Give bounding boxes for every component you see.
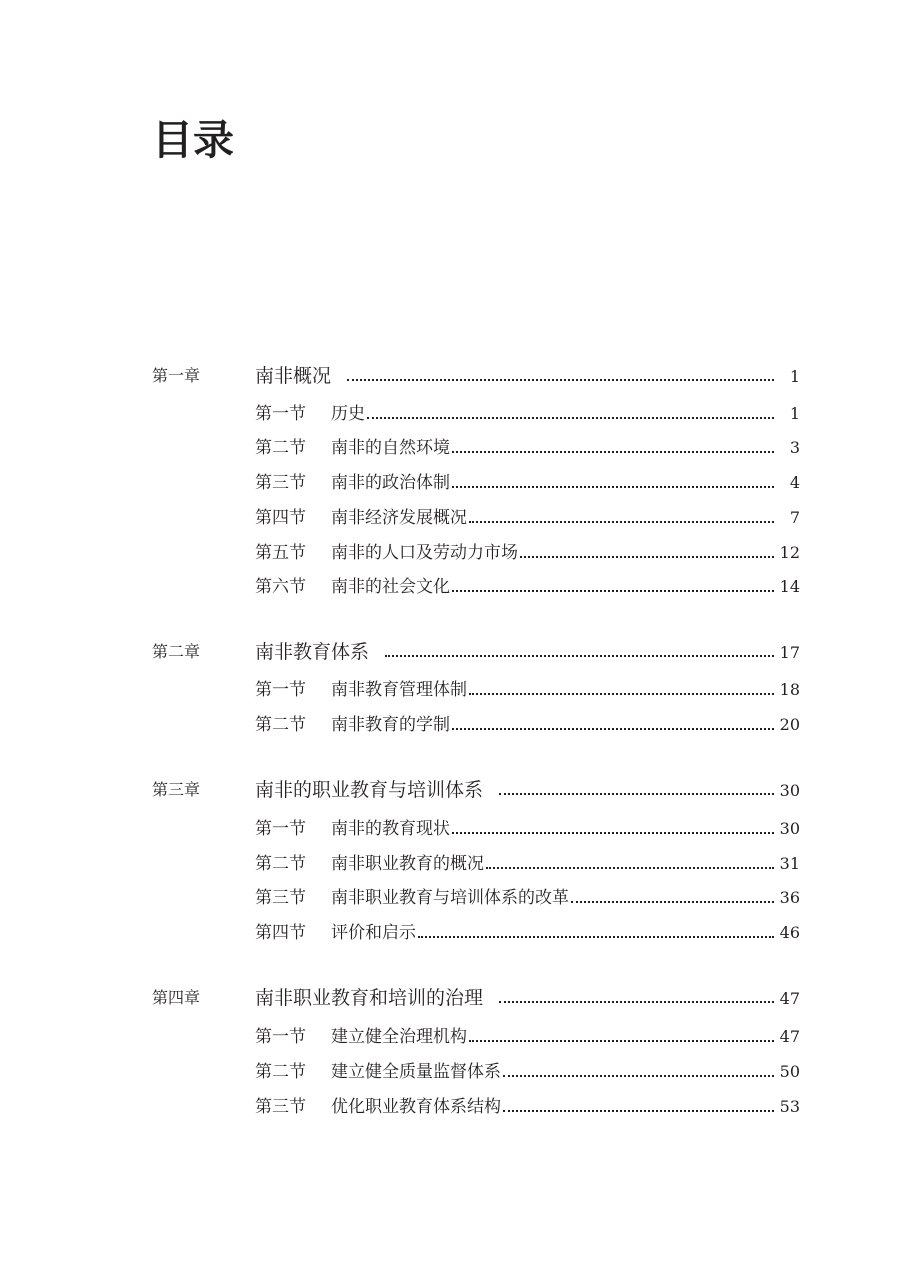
section-entry[interactable] (0, 710, 900, 740)
section-label: 第三节 (255, 888, 306, 908)
section-entry[interactable] (0, 572, 900, 602)
page-number: 30 (779, 819, 800, 838)
section-entry[interactable] (0, 849, 900, 879)
section-title: 评价和启示 (331, 923, 416, 943)
section-label: 第一节 (255, 680, 306, 700)
page-number: 18 (779, 680, 800, 699)
section-entry[interactable] (0, 1057, 900, 1087)
section-label: 第二节 (255, 1062, 306, 1082)
section-entry[interactable] (0, 814, 900, 844)
page-number: 36 (779, 888, 800, 907)
dot-leader (347, 379, 774, 381)
section-title: 历史 (331, 404, 365, 424)
page-number: 31 (779, 854, 800, 873)
section-entry[interactable] (0, 675, 900, 705)
dot-leader (367, 417, 774, 419)
dot-leader (503, 1110, 774, 1112)
section-title: 南非的人口及劳动力市场 (331, 543, 518, 563)
section-title: 优化职业教育体系结构 (331, 1097, 501, 1117)
chapter-label: 第二章 (152, 642, 201, 661)
section-title: 南非的自然环境 (331, 438, 450, 458)
page-number: 47 (779, 989, 800, 1008)
section-title: 南非教育的学制 (331, 715, 450, 735)
section-label: 第二节 (255, 854, 306, 874)
chapter-label: 第三章 (152, 780, 201, 799)
dot-leader (452, 486, 774, 488)
section-title: 南非的教育现状 (331, 819, 450, 839)
section-title: 南非职业教育与培训体系的改革 (331, 888, 569, 908)
dot-leader (418, 936, 774, 938)
page-title: 目录 (152, 116, 234, 164)
dot-leader (499, 793, 774, 795)
dot-leader (452, 451, 774, 453)
page-number: 7 (789, 508, 800, 527)
section-title: 南非的政治体制 (331, 473, 450, 493)
dot-leader (452, 832, 774, 834)
section-label: 第四节 (255, 508, 306, 528)
dot-leader (469, 1040, 774, 1042)
page-number: 12 (779, 543, 800, 562)
section-title: 建立健全治理机构 (331, 1027, 467, 1047)
dot-leader (452, 728, 774, 730)
section-entry[interactable] (0, 1022, 900, 1052)
page-number: 47 (779, 1027, 800, 1046)
section-label: 第二节 (255, 715, 306, 735)
dot-leader (452, 590, 774, 592)
section-label: 第二节 (255, 438, 306, 458)
section-entry[interactable] (0, 883, 900, 913)
page-number: 1 (789, 367, 800, 386)
chapter-label: 第一章 (152, 366, 201, 385)
page-number: 4 (789, 473, 800, 492)
page-number: 17 (779, 643, 800, 662)
page-number: 3 (789, 438, 800, 457)
dot-leader (520, 556, 774, 558)
section-entry[interactable] (0, 1092, 900, 1122)
chapter-entry[interactable] (0, 983, 900, 1013)
page-number: 50 (779, 1062, 800, 1081)
chapter-entry[interactable] (0, 775, 900, 805)
chapter-title: 南非概况 (255, 365, 332, 387)
page-number: 46 (779, 923, 800, 942)
section-label: 第三节 (255, 1097, 306, 1117)
section-entry[interactable] (0, 433, 900, 463)
section-entry[interactable] (0, 503, 900, 533)
section-entry[interactable] (0, 468, 900, 498)
page-number: 1 (789, 404, 800, 423)
page-number: 53 (779, 1097, 800, 1116)
section-label: 第一节 (255, 404, 306, 424)
page-number: 14 (779, 577, 800, 596)
section-title: 南非职业教育的概况 (331, 854, 484, 874)
section-label: 第四节 (255, 923, 306, 943)
page-number: 30 (779, 781, 800, 800)
section-label: 第一节 (255, 819, 306, 839)
section-title: 南非经济发展概况 (331, 508, 467, 528)
section-title: 南非教育管理体制 (331, 680, 467, 700)
section-label: 第五节 (255, 543, 306, 563)
section-entry[interactable] (0, 399, 900, 429)
dot-leader (503, 1075, 774, 1077)
chapter-entry[interactable] (0, 361, 900, 391)
section-entry[interactable] (0, 918, 900, 948)
chapter-entry[interactable] (0, 637, 900, 667)
section-label: 第六节 (255, 577, 306, 597)
chapter-title: 南非职业教育和培训的治理 (255, 987, 484, 1009)
dot-leader (486, 867, 774, 869)
dot-leader (499, 1001, 774, 1003)
section-label: 第三节 (255, 473, 306, 493)
chapter-title: 南非的职业教育与培训体系 (255, 779, 484, 801)
dot-leader (469, 693, 774, 695)
chapter-title: 南非教育体系 (255, 641, 370, 663)
page-number: 20 (779, 715, 800, 734)
dot-leader (571, 901, 774, 903)
dot-leader (469, 521, 774, 523)
section-label: 第一节 (255, 1027, 306, 1047)
section-title: 建立健全质量监督体系 (331, 1062, 501, 1082)
dot-leader (385, 655, 774, 657)
section-title: 南非的社会文化 (331, 577, 450, 597)
chapter-label: 第四章 (152, 988, 201, 1007)
section-entry[interactable] (0, 538, 900, 568)
